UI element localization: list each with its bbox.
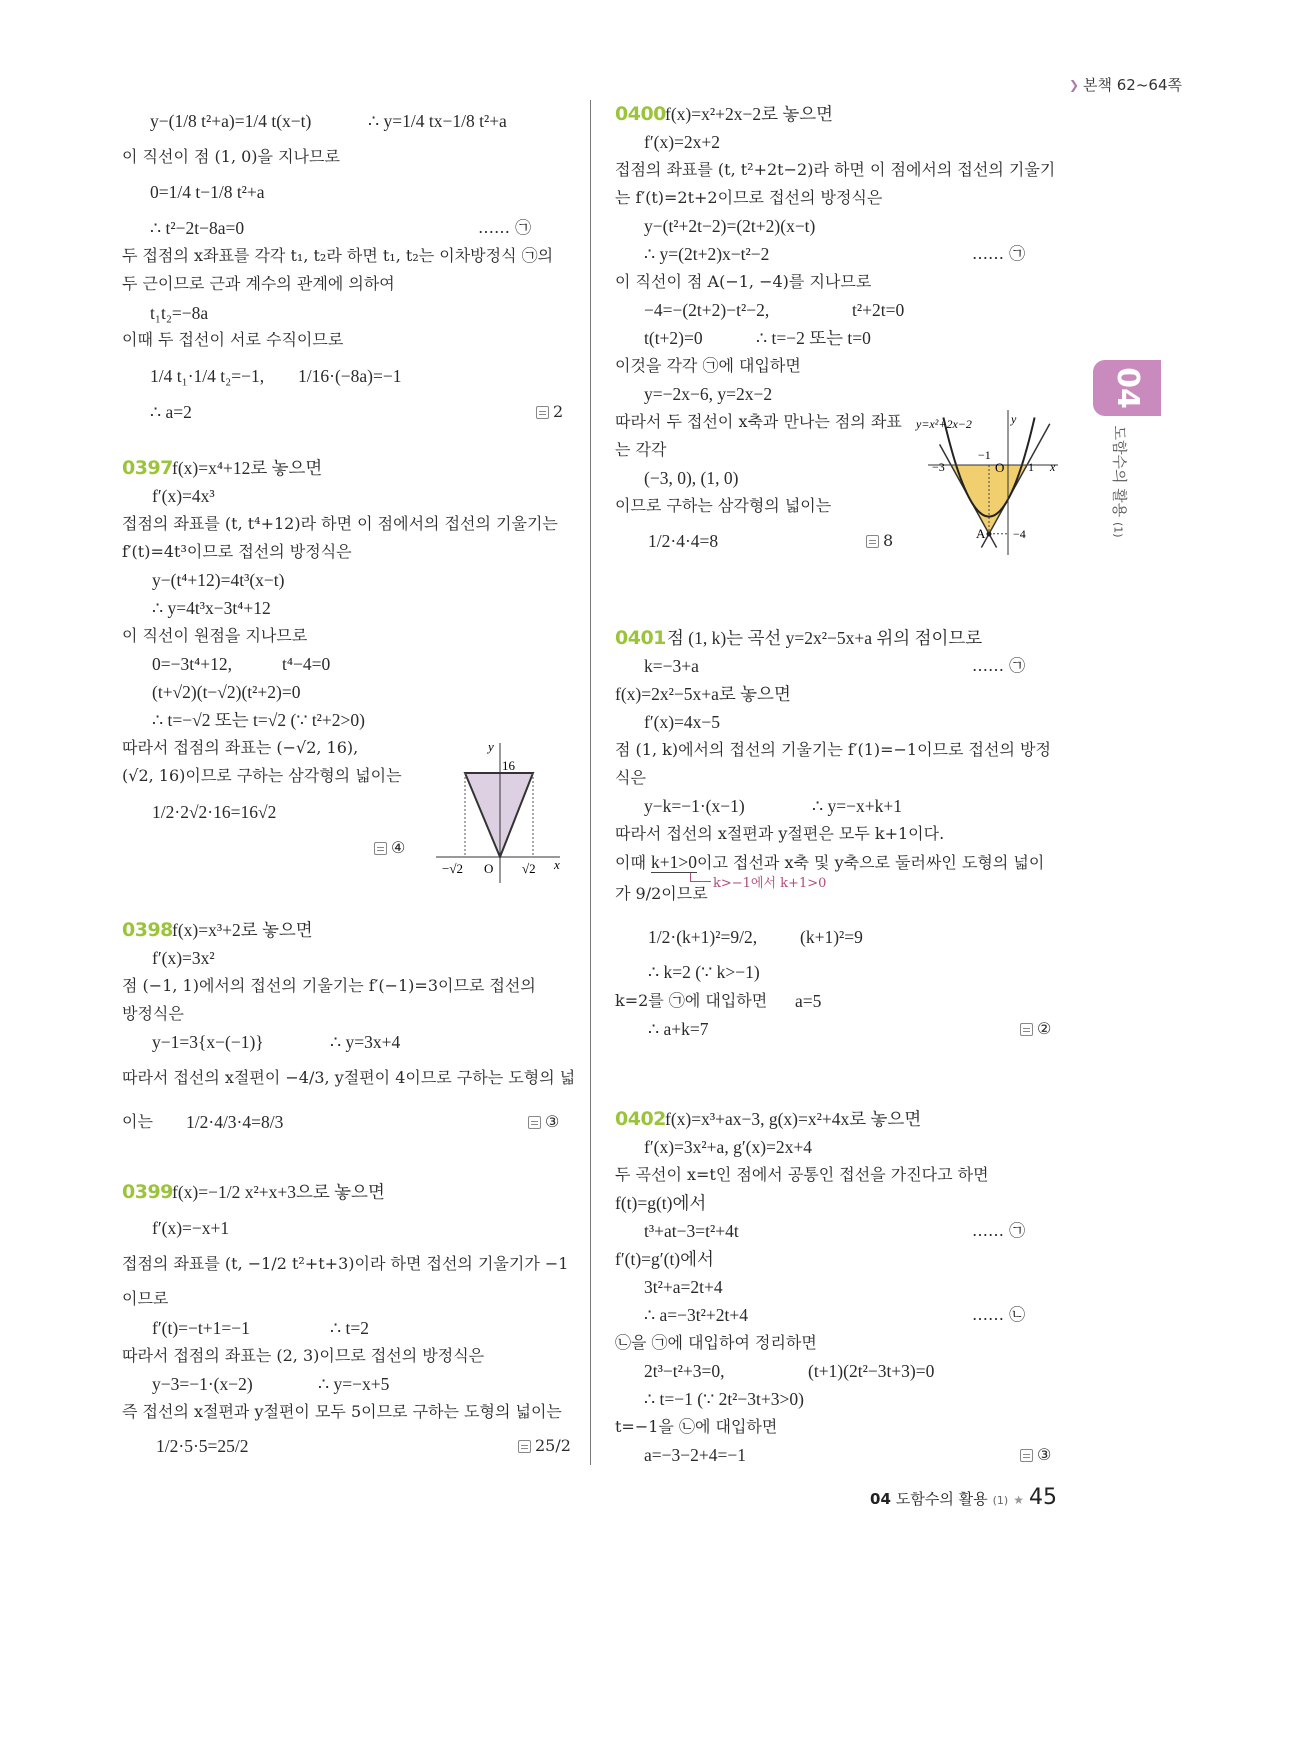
- text-line: 접점의 좌표를 (t, t⁴+12)라 하면 이 점에서의 접선의 기울기는: [122, 514, 558, 533]
- text-line: 이 직선이 점 (1, 0)을 지나므로: [122, 147, 340, 166]
- annotation-note: k>−1에서 k+1>0: [713, 876, 827, 891]
- math-line: f′(x)=3x²+a, g′(x)=2x+4: [644, 1137, 813, 1157]
- answer: [1020, 1018, 1051, 1040]
- math-line: f′(x)=3x²: [152, 948, 215, 968]
- answer-value: 8: [883, 531, 894, 550]
- problem-number: 0400: [615, 103, 666, 125]
- equation-tag: …… ㉠: [478, 218, 532, 237]
- text-line: 접점의 좌표를 (t, −1/2 t²+t+3)이라 하면 접선의 기울기가 −1: [122, 1254, 569, 1273]
- equation-tag: …… ㉡: [972, 1305, 1026, 1324]
- math-line: 1/2·(k+1)²=9/2,: [648, 927, 758, 947]
- math-line: f(x)=x⁴+12로 놓으면: [172, 458, 323, 478]
- text-line: 이므로: [122, 1289, 169, 1308]
- math-line: ∴ a+k=7: [648, 1019, 709, 1039]
- x-axis-label: x: [1050, 460, 1056, 474]
- text-line: ㉡을 ㉠에 대입하여 정리하면: [615, 1333, 817, 1352]
- top-label: 16: [502, 758, 515, 773]
- point-a: [987, 532, 992, 537]
- math-line: f′(x)=4x³: [152, 486, 215, 506]
- math-line: f′(x)=4x−5: [644, 712, 721, 732]
- math-line: 1/2·5·5=25/2: [156, 1436, 249, 1456]
- origin-label: O: [484, 861, 494, 876]
- problem-number: 0399: [122, 1181, 173, 1203]
- math-line: f′(t)=g′(t)에서: [615, 1249, 714, 1269]
- neg-root2-label: −√2: [442, 861, 463, 876]
- math-line: ∴ y=1/4 tx−1/8 t²+a: [368, 111, 507, 131]
- text-line: 가 9/2이므로: [615, 884, 708, 903]
- text-line: 따라서 접선의 x절편이 −4/3, y절편이 4이므로 구하는 도형의 넓: [122, 1068, 576, 1087]
- math-line: ∴ y=−x+5: [318, 1374, 390, 1394]
- math-line: t⁴−4=0: [282, 654, 331, 674]
- math-line: (k+1)²=9: [800, 927, 863, 947]
- problem-number: 0397: [122, 457, 173, 479]
- math-line: f(x)=x²+2x−2로 놓으면: [665, 104, 834, 124]
- text-line: (√2, 16)이므로 구하는 삼각형의 넓이는: [122, 766, 402, 785]
- text-line: 따라서 접점의 좌표는 (−√2, 16),: [122, 738, 359, 757]
- answer: [1020, 1444, 1051, 1466]
- math-line: (−3, 0), (1, 0): [644, 468, 739, 488]
- text-line: 이는: [122, 1112, 153, 1131]
- equation-tag: …… ㉠: [972, 656, 1026, 675]
- problem-number: 0401: [615, 627, 666, 649]
- neg3-label: −3: [932, 460, 945, 474]
- text-line: 는 f′(t)=2t+2이므로 접선의 방정식은: [615, 188, 883, 207]
- book-reference-text: 본책 62~64쪽: [1083, 76, 1182, 94]
- math-line: (t+√2)(t−√2)(t²+2)=0: [152, 682, 301, 702]
- text-line: 이므로 구하는 삼각형의 넓이는: [615, 496, 832, 515]
- book-reference: [1069, 74, 1182, 95]
- note-connector: [690, 873, 711, 882]
- answer: [518, 1435, 571, 1457]
- answer-value: ④: [391, 838, 406, 857]
- shaded-triangle: [951, 465, 1027, 534]
- text-line: k=2를 ㉠에 대입하면: [615, 991, 768, 1010]
- text-line: 이 직선이 원점을 지나므로: [122, 626, 308, 645]
- text-line: 따라서 접선의 x절편과 y절편은 모두 k+1이다.: [615, 824, 945, 843]
- answer-icon: [1020, 1023, 1033, 1036]
- y-axis-label: y: [1011, 412, 1017, 426]
- math-line: 1/16·(−8a)=−1: [298, 366, 402, 386]
- footer-title: 도함수의 활용: [895, 1490, 988, 1508]
- math-line: a=−3−2+4=−1: [644, 1445, 746, 1465]
- column-divider: [590, 100, 591, 1465]
- math-line: 0=−3t⁴+12,: [152, 654, 232, 674]
- math-line: f(x)=2x²−5x+a로 놓으면: [615, 684, 791, 704]
- x-axis-label: x: [554, 857, 560, 872]
- answer-value: 25/2: [535, 1436, 571, 1455]
- page-number: 45: [1029, 1485, 1057, 1510]
- answer-value: ③: [1037, 1445, 1052, 1464]
- text-line: 따라서 접점의 좌표는 (2, 3)이므로 접선의 방정식은: [122, 1346, 485, 1365]
- math-line: ∴ a=−3t²+2t+4: [644, 1305, 748, 1325]
- text-fragment: 이고 접선과 x축 및 y축으로 둘러싸인 도형의 넓이: [697, 853, 1045, 872]
- text-line: 이것을 각각 ㉠에 대입하면: [615, 356, 801, 375]
- math-line: 점 (1, k)는 곡선 y=2x²−5x+a 위의 점이므로: [667, 628, 983, 648]
- math-line: f(t)=g(t)에서: [615, 1193, 707, 1213]
- neg4-label: −4: [1013, 527, 1026, 541]
- math-line: ∴ y=(2t+2)x−t²−2: [644, 244, 770, 264]
- star-icon: ★: [1013, 1493, 1024, 1507]
- math-line: 1/2·4/3·4=8/3: [186, 1112, 284, 1132]
- underlined-condition: k+1>0: [651, 852, 698, 872]
- text-line: 두 접점의 x좌표를 각각 t₁, t₂라 하면 t₁, t₂는 이차방정식 ㉠의: [122, 246, 554, 265]
- answer-value: ②: [1037, 1019, 1052, 1038]
- math-line: 1/2·2√2·16=16√2: [152, 802, 277, 822]
- origin-label: O: [995, 460, 1005, 475]
- answer: [536, 401, 563, 423]
- math-line: y−3=−1·(x−2): [152, 1374, 253, 1394]
- curve-label: y=x²+2x−2: [916, 417, 972, 431]
- answer-icon: [536, 406, 549, 419]
- triangle-graph: [430, 735, 570, 885]
- math-line: 3t²+a=2t+4: [644, 1277, 723, 1297]
- shaded-triangle: [465, 773, 533, 857]
- math-line: t²+2t=0: [852, 300, 905, 320]
- text-line: 두 곡선이 x=t인 점에서 공통인 접선을 가진다고 하면: [615, 1165, 989, 1184]
- answer: [528, 1111, 559, 1133]
- chapter-tab-number: 04: [1110, 367, 1146, 409]
- math-line: 1/4 t₁·1/4 t₂=−1,: [150, 366, 265, 386]
- math-line: ∴ k=2 (∵ k>−1): [648, 962, 760, 982]
- text-line: 이 직선이 점 A(−1, −4)를 지나므로: [615, 272, 872, 291]
- text-line: 두 근이므로 근과 계수의 관계에 의하여: [122, 274, 395, 293]
- answer-icon: [374, 842, 387, 855]
- text-line: f′(t)=4t³이므로 접선의 방정식은: [122, 542, 352, 561]
- math-line: −4=−(2t+2)−t²−2,: [644, 300, 770, 320]
- answer-value: ③: [545, 1112, 560, 1131]
- math-line: (t+1)(2t²−3t+3)=0: [808, 1361, 935, 1381]
- tab-title: 도함수의 활용: [1110, 425, 1129, 518]
- answer-icon: [528, 1116, 541, 1129]
- text-line: 따라서 두 접선이 x축과 만나는 점의 좌표: [615, 412, 902, 431]
- text-line: 식은: [615, 768, 646, 787]
- answer-icon: [866, 535, 879, 548]
- root2-label: √2: [522, 861, 536, 876]
- math-line: f(x)=x³+2로 놓으면: [172, 920, 313, 940]
- one-label: 1: [1028, 460, 1034, 474]
- equation-tag: …… ㉠: [972, 244, 1026, 263]
- math-line: t₁t₂=−8a: [150, 303, 209, 323]
- math-line: y−(t⁴+12)=4t³(x−t): [152, 570, 285, 590]
- math-line: y−(t²+2t−2)=(2t+2)(x−t): [644, 216, 816, 236]
- footer-part: (1): [992, 1494, 1009, 1507]
- answer: [374, 837, 405, 859]
- math-line: ∴ y=3x+4: [330, 1032, 401, 1052]
- math-line: 0=1/4 t−1/8 t²+a: [150, 182, 265, 202]
- text-line: 점 (−1, 1)에서의 접선의 기울기는 f′(−1)=3이므로 접선의: [122, 976, 536, 995]
- math-line: f′(x)=2x+2: [644, 132, 721, 152]
- chevron-right-icon: ❯: [1068, 77, 1080, 92]
- math-line: t(t+2)=0: [644, 328, 703, 348]
- math-line: y−1=3{x−(−1)}: [152, 1032, 264, 1052]
- answer: [866, 530, 893, 552]
- math-line: ∴ y=−x+k+1: [812, 796, 902, 816]
- math-line: f′(t)=−t+1=−1: [152, 1318, 250, 1338]
- math-line: 2t³−t²+3=0,: [644, 1361, 725, 1381]
- chapter-tab-title: [1110, 426, 1131, 536]
- problem-number: 0398: [122, 919, 173, 941]
- text-line: 즉 접선의 x절편과 y절편이 모두 5이므로 구하는 도형의 넓이는: [122, 1402, 562, 1421]
- point-a-label: A: [976, 526, 986, 541]
- page-footer: [870, 1485, 1057, 1510]
- tab-part: (1): [1111, 522, 1125, 538]
- math-line: a=5: [795, 991, 822, 1011]
- math-line: k=−3+a: [644, 656, 699, 676]
- answer-icon: [518, 1440, 531, 1453]
- parabola-tangent-graph: [910, 405, 1065, 560]
- text-fragment: 이때: [615, 853, 646, 872]
- math-line: y−(1/8 t²+a)=1/4 t(x−t): [150, 111, 312, 131]
- math-line: y−k=−1·(x−1): [644, 796, 745, 816]
- text-line: [615, 851, 1044, 874]
- text-line: t=−1을 ㉡에 대입하면: [615, 1417, 778, 1436]
- text-line: 이때 두 접선이 서로 수직이므로: [122, 330, 344, 349]
- math-line: f(x)=−1/2 x²+x+3으로 놓으면: [172, 1182, 385, 1202]
- math-line: t³+at−3=t²+4t: [644, 1221, 739, 1241]
- text-line: 점 (1, k)에서의 접선의 기울기는 f′(1)=−1이므로 접선의 방정: [615, 740, 1051, 759]
- footer-chapter: 04: [870, 1490, 891, 1508]
- math-line: ∴ t=−1 (∵ 2t²−3t+3>0): [644, 1389, 804, 1409]
- math-line: ∴ y=4t³x−3t⁴+12: [152, 598, 271, 618]
- math-line: ∴ t=−2 또는 t=0: [756, 328, 871, 348]
- answer-value: 2: [553, 402, 564, 421]
- equation-tag: …… ㉠: [972, 1221, 1026, 1240]
- math-line: f′(x)=−x+1: [152, 1218, 230, 1238]
- math-line: ∴ t=−√2 또는 t=√2 (∵ t²+2>0): [152, 710, 365, 730]
- answer-icon: [1020, 1449, 1033, 1462]
- math-line: ∴ t=2: [330, 1318, 369, 1338]
- text-line: 접점의 좌표를 (t, t²+2t−2)라 하면 이 점에서의 접선의 기울기: [615, 160, 1056, 179]
- text-line: 방정식은: [122, 1004, 184, 1023]
- math-line: 1/2·4·4=8: [648, 531, 719, 551]
- math-line: ∴ t²−2t−8a=0: [150, 218, 245, 238]
- problem-number: 0402: [615, 1108, 666, 1130]
- math-line: y=−2x−6, y=2x−2: [644, 384, 773, 404]
- math-line: f(x)=x³+ax−3, g(x)=x²+4x로 놓으면: [665, 1109, 922, 1129]
- text-line: 는 각각: [615, 440, 667, 459]
- math-line: ∴ a=2: [150, 402, 192, 422]
- neg1-label: −1: [978, 448, 991, 462]
- y-axis-label: y: [488, 739, 494, 754]
